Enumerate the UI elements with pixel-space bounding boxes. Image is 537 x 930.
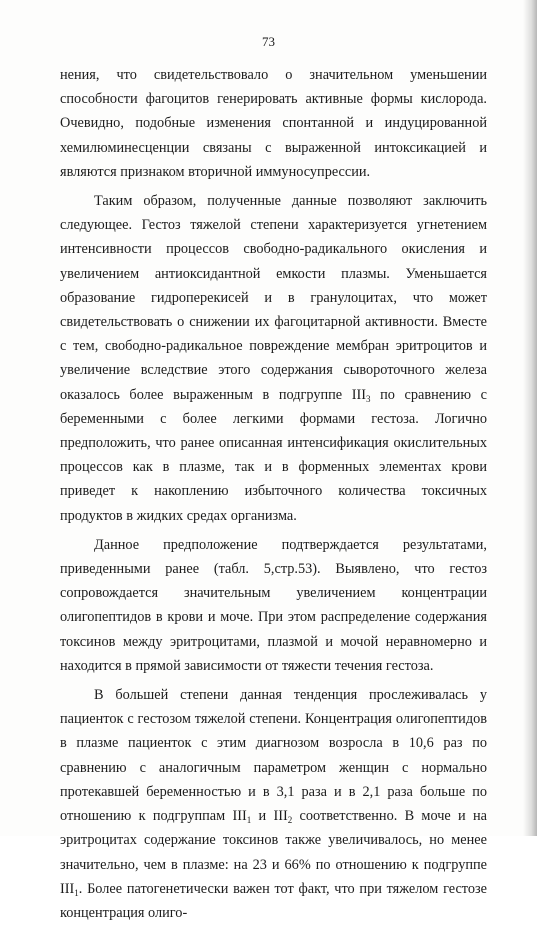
- text-run: Таким образом, полученные данные позволяют заключить следующее. Гестоз тяжелой степени характеризуется угнетением интенсивности процессов свободно-радикального окисления и увеличением антиоксидантной емкости плазмы. Уменьшается образование гидроперекисей и в гранулоцитах, что может свидетельствовать о снижении их фагоцитарной активности. Вместе с тем, свободно-радикальное повреждение мембран эритроцитов и увеличение вследствие этого содержания сывороточного железа оказалось более выраженным в подгруппе III: [60, 193, 487, 403]
- text-run: Данное предположение подтверждается результатами, приведенными ранее (табл. 5,стр.53). Выявлено, что гестоз сопровождается значительным увеличением концентрации олигопептидов в крови и моче. При этом распределение содержания токсинов между эритроцитами, плазмой и мочой неравномерно и находится в прямой зависимости от тяжести течения гестоза.: [60, 536, 487, 674]
- paragraph: [60, 63, 487, 184]
- text-run: . Более патогенетически важен тот факт, что при тяжелом гестозе концентрация олиго-: [60, 880, 487, 921]
- paragraph: [60, 683, 487, 925]
- text-run: и III: [251, 808, 288, 825]
- page-number: 73: [262, 34, 275, 49]
- paragraph: [60, 189, 487, 528]
- body-text: [60, 63, 487, 930]
- text-run: В большей степени данная тенденция прослеживалась у пациенток с гестозом тяжелой степени. Концентрация олигопептидов в плазме пациенток с этим диагнозом возросла в 10,6 раз по сравнению с аналогичным параметром женщин с нормально протекавшей беременностью и в 3,1 раза и в 2,1 раза больше по отношению к подгруппам III: [60, 687, 487, 825]
- page-edge-shadow: [523, 0, 537, 836]
- subscript: 3: [366, 393, 371, 404]
- text-run: нения, что свидетельствовало о значительном уменьшении способности фагоцитов генерировать активные формы кислорода. Очевидно, подобные изменения спонтанной и индуцированной хемилюминесценции связаны с выраженной интоксикацией и являются признаком вторичной иммуносупрессии.: [60, 67, 487, 180]
- paragraph: [60, 533, 487, 678]
- subscript: 1: [246, 815, 252, 826]
- text-run: по сравнению с беременными с более легкими формами гестоза. Логично предположить, что ранее описанная интенсификация окислительных процессов как в плазме, так и в форменных элементах крови приведет к накоплению избыточного количества токсичных продуктов в жидких средах организма.: [60, 386, 487, 524]
- text-run: соответственно. В моче и на эритроцитах содержание токсинов также увеличивалось, но менее значительно, чем в плазме: на 23 и 66% по отношению к подгруппе III: [60, 808, 487, 897]
- subscript: 2: [287, 815, 293, 826]
- subscript: 1: [74, 887, 79, 898]
